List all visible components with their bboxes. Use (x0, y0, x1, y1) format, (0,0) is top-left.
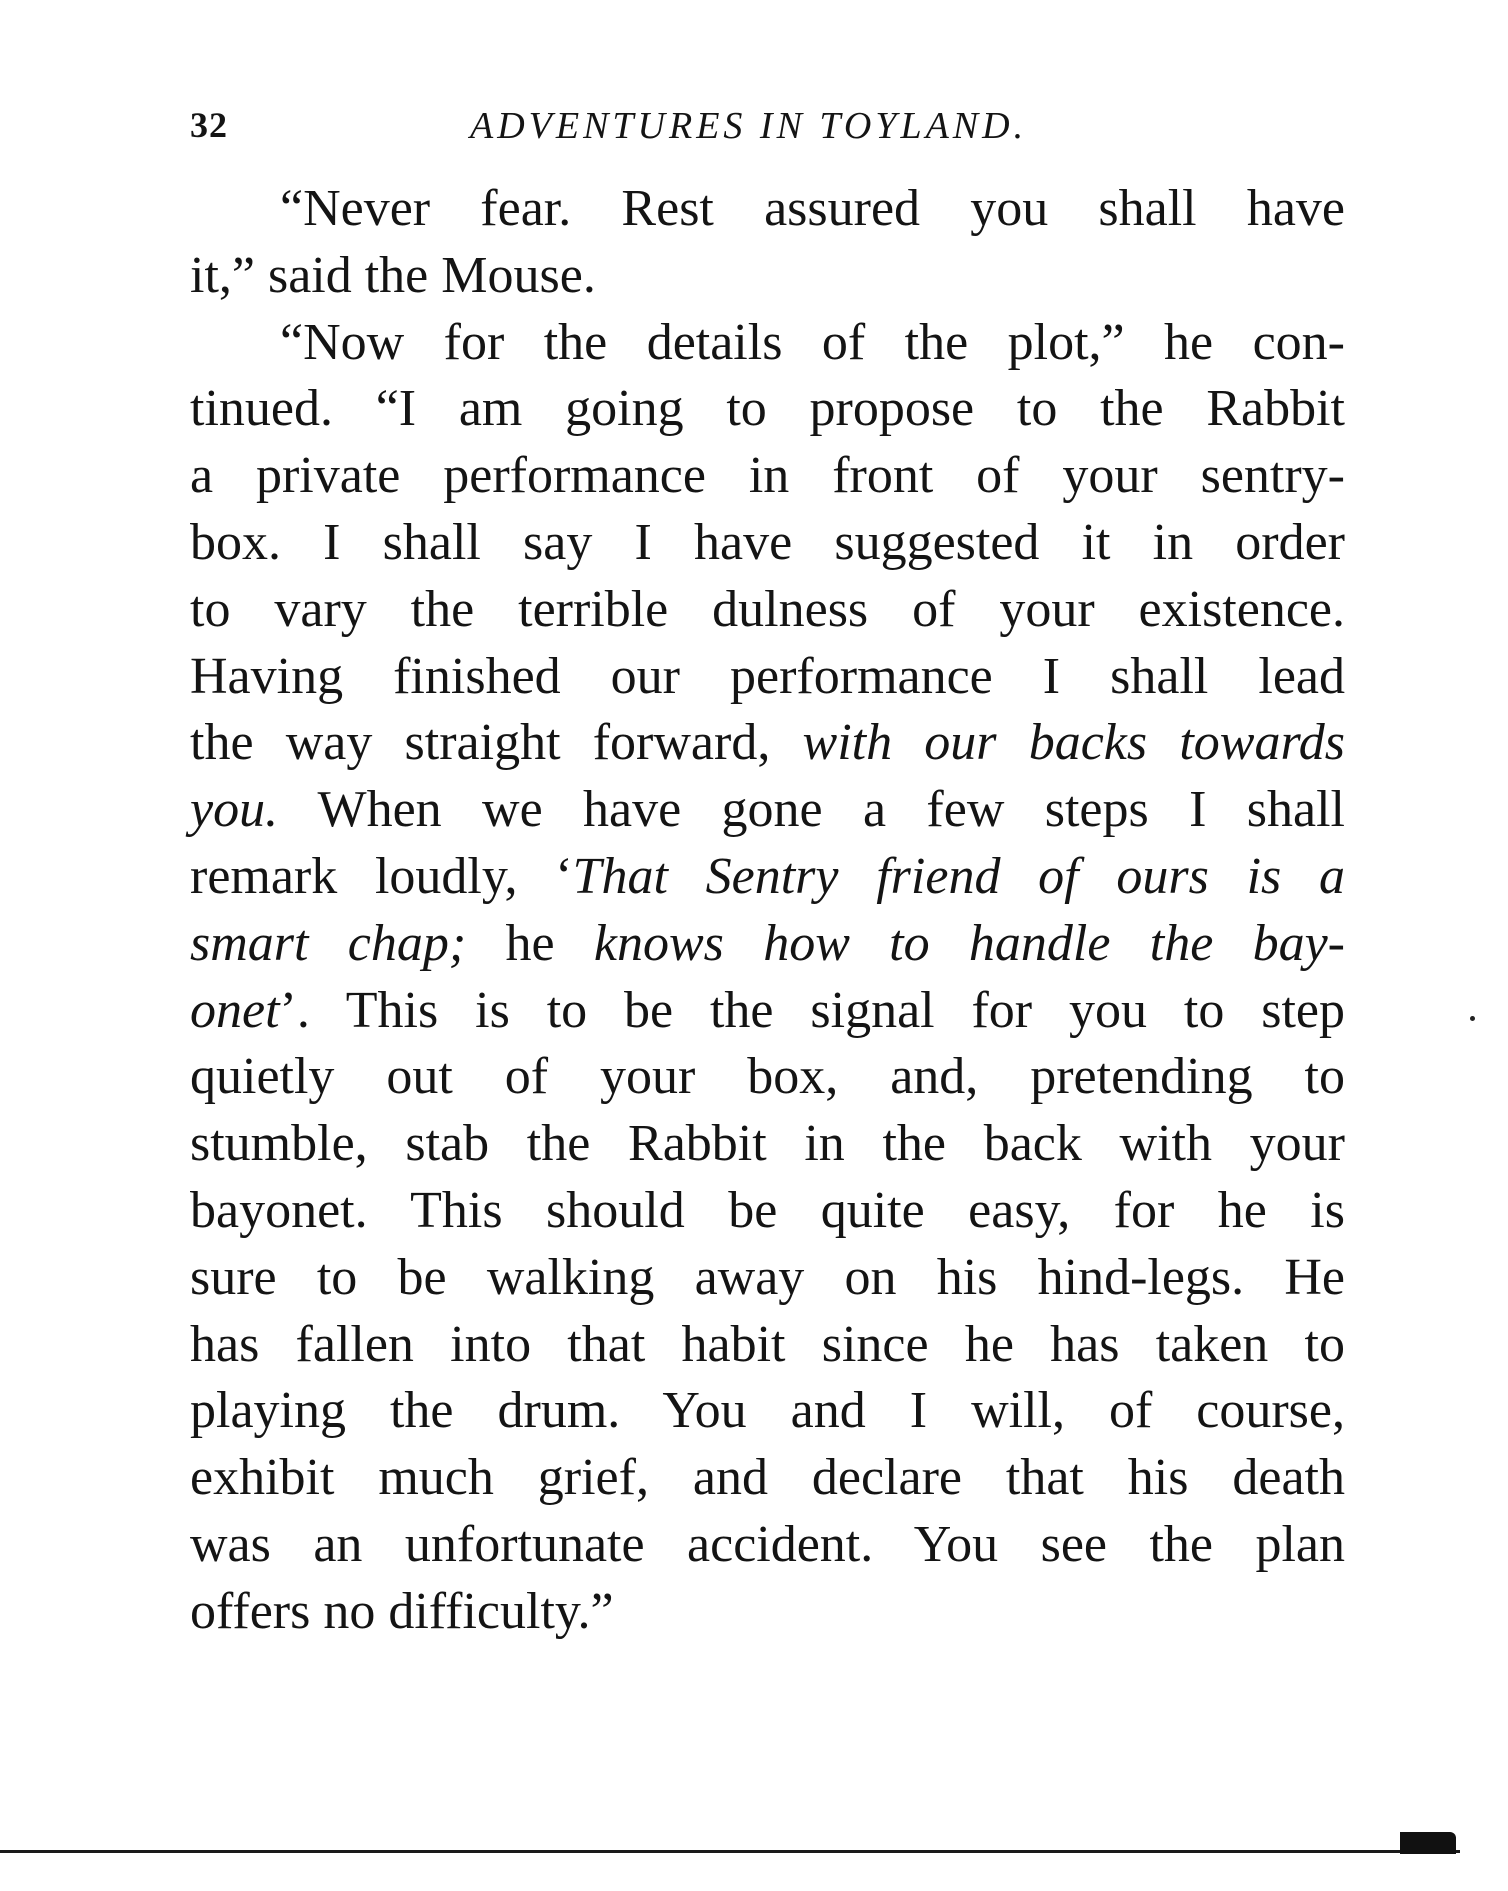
text-segment: offers no difficulty.” (190, 1582, 614, 1640)
text-segment: he (466, 914, 594, 972)
text-segment: to vary the terrible dulness of your existence. (190, 580, 1345, 638)
text-segment: box. I shall say I have suggested it in order (190, 514, 1345, 571)
text-line (190, 243, 1345, 309)
text-line (190, 510, 1345, 576)
running-head: ADVENTURES IN TOYLAND. (470, 105, 1028, 147)
italic-text: you. (190, 781, 279, 839)
text-segment: sure to be walking away on his hind-legs. He (190, 1248, 1345, 1306)
text-segment: ’. This is to be the signal for you to step (279, 981, 1345, 1039)
text-line (190, 376, 1345, 442)
text-line (190, 1044, 1345, 1110)
text-segment: bayonet. This should be quite easy, for he is (190, 1182, 1345, 1239)
text-line (190, 1512, 1345, 1578)
italic-text: knows how to handle the bay- (593, 914, 1345, 972)
text-line (190, 1445, 1345, 1511)
text-segment: “Now for the details of the plot,” he con- (280, 313, 1345, 371)
italic-text: with our backs towards (802, 714, 1345, 772)
text-line (190, 1111, 1345, 1177)
italic-text: onet (190, 981, 280, 1039)
text-segment: quietly out of your box, and, pretending to (190, 1048, 1345, 1106)
text-line (190, 911, 1345, 977)
text-segment: playing the drum. You and I will, of course, (190, 1382, 1345, 1440)
bottom-rule (0, 1850, 1460, 1853)
text-line (280, 310, 1345, 376)
text-segment: was an unfortunate accident. You see the plan (190, 1516, 1345, 1573)
text-line (190, 1312, 1345, 1378)
text-line (190, 443, 1345, 509)
text-line (190, 710, 1345, 776)
text-line (190, 1178, 1345, 1244)
text-line (190, 777, 1345, 843)
bottom-rule-end (1400, 1832, 1456, 1854)
text-line (190, 844, 1345, 910)
text-line (190, 577, 1345, 643)
text-line (190, 1378, 1345, 1444)
text-segment: has fallen into that habit since he has taken to (190, 1315, 1345, 1373)
italic-text: smart chap; (190, 914, 467, 972)
text-segment: Having finished our performance I shall lead (190, 647, 1345, 705)
text-segment: a private performance in front of your sentry- (190, 447, 1345, 505)
text-segment: tinued. “I am going to propose to the Rabbit (190, 380, 1345, 438)
text-segment: When we have gone a few steps I shall (278, 781, 1345, 839)
text-segment: “Never fear. Rest assured you shall have (280, 180, 1345, 237)
page-number: 32 (190, 105, 228, 145)
text-segment: the way straight forward, (190, 714, 803, 772)
text-line (190, 644, 1345, 710)
text-line (190, 978, 1345, 1044)
italic-text: That Sentry friend of ours is a (572, 848, 1345, 905)
text-line (280, 176, 1345, 242)
text-segment: stumble, stab the Rabbit in the back with your (190, 1115, 1345, 1173)
text-line (190, 1245, 1345, 1311)
text-segment: remark loudly, ‘ (190, 848, 573, 905)
text-segment: it,” said the Mouse. (190, 246, 596, 304)
text-line (190, 1579, 1345, 1645)
text-segment: exhibit much grief, and declare that his death (190, 1449, 1345, 1507)
ink-speck (1470, 1016, 1475, 1021)
